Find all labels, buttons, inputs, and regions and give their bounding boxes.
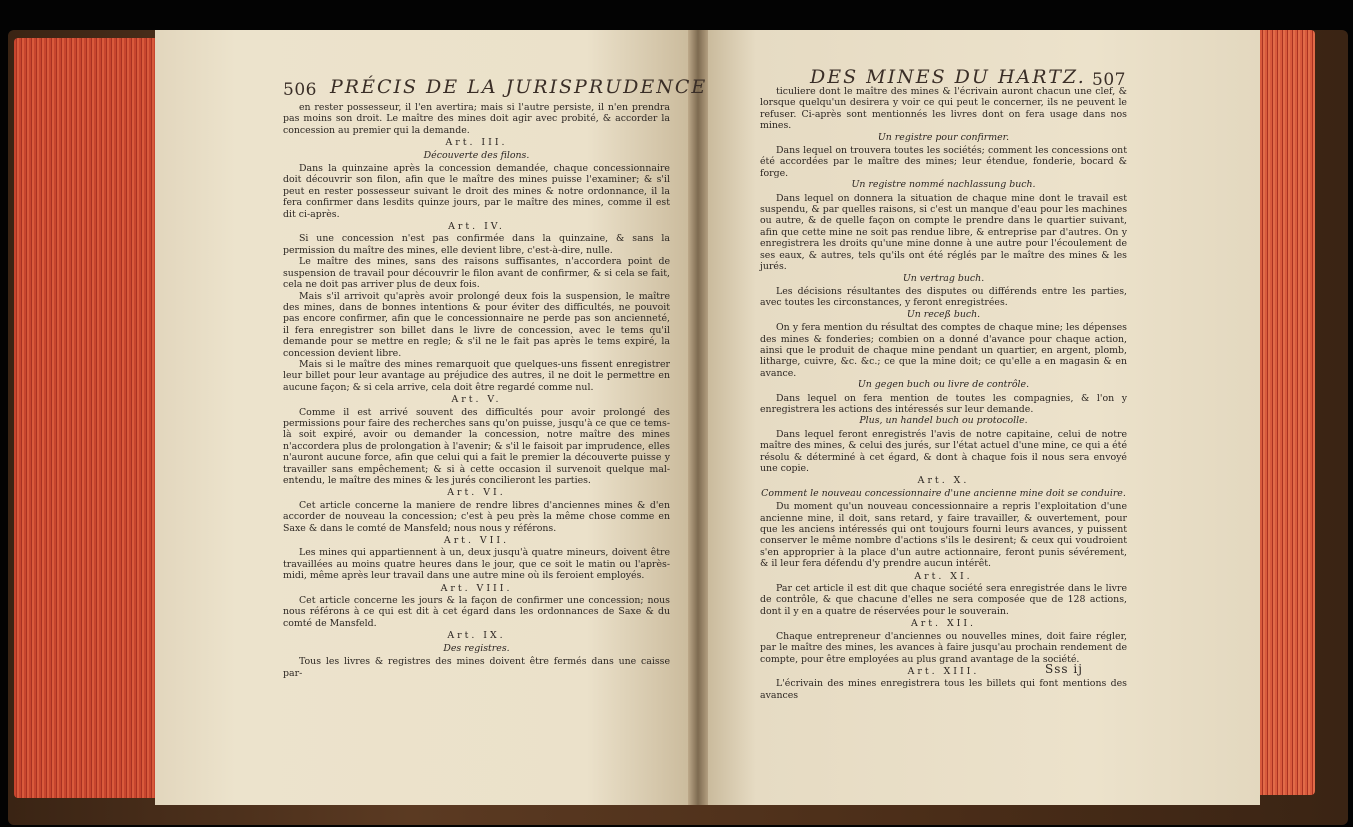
article-heading: Art. VII.	[443, 535, 510, 547]
article-heading: Art. XIII.	[907, 665, 980, 677]
left-page-number: 506	[283, 80, 317, 100]
paragraph: Les décisions résultantes des disputes ou différends entre les parties, avec toutes les circonstances, y feront enregistrées.	[760, 285, 1127, 309]
section-subtitle: Un vertrag buch.	[902, 272, 985, 284]
paragraph: Dans la quinzaine après la concession demandée, chaque concessionnaire doit découvrir son filon, afin que le maître des mines puisse l'examiner; & s'il peut en rester possesseur suivant le droit des mines & notre ordonnance, il la fera confirmer dans lesdits quinze jours, par le maître des mines, comme il est dit ci-après.	[283, 163, 670, 220]
paragraph: Le maître des mines, sans des raisons suffisantes, n'accordera point de suspension de travail pour découvrir le filon avant de confirmer, & si cela se fait, cela ne doit pas arriver plus de deux fois.	[283, 256, 670, 291]
section-subtitle: Un gegen buch ou livre de contrôle.	[857, 379, 1030, 391]
article-heading: Art. XI.	[914, 570, 973, 582]
section-subtitle: Des registres.	[443, 642, 510, 654]
section-subtitle: Plus, un handel buch ou protocolle.	[859, 415, 1028, 427]
section-subtitle: Découverte des filons.	[423, 149, 530, 161]
paragraph: Les mines qui appartiennent à un, deux jusqu'à quatre mineurs, doivent être travaillées au moins quatre heures dans le jour, que ce soit le matin ou l'après-midi, même après leur travail dans une autre mine où ils feroient employés.	[283, 547, 670, 582]
article-heading: Art. X.	[917, 475, 970, 487]
paragraph: Du moment qu'un nouveau concessionnaire a repris l'exploitation d'une ancienne mine, il doit, sans retard, y faire travailler, & ouvertement, pour que les anciens intéressés qui ont toujours fourni leurs avances, y puissent conserver le même nombre d'actions s'ils le desirent; & ceux qui voudroient s'en approprier à la place d'un autre actionnaire, feront punis sévérement, & il leur fera défendu d'y prendre aucun intérêt.	[760, 501, 1127, 570]
section-subtitle: Un registre pour confirmer.	[877, 131, 1010, 143]
paragraph: Cet article concerne les jours & la façon de confirmer une concession; nous nous référons à ce qui est dit à cet égard dans les ordonnances de Saxe & du comté de Mansfeld.	[283, 595, 670, 629]
paragraph: On y fera mention du résultat des comptes de chaque mine; les dépenses des mines & fonderies; combien on a donné d'avance pour chaque action, ainsi que le produit de chaque mine pendant un quartier, en argent, plomb, litharge, cuivre, &c. &c.; ce que la mine doit; ce qu'elle a en magasin & en avance.	[760, 322, 1127, 379]
article-heading: Art. IX.	[447, 630, 506, 642]
paragraph: en rester possesseur, il l'en avertira; mais si l'autre persiste, il n'en prendra pas moins son droit. Le maître des mines doit agir avec probité, & accorder la concession au premier qui la demande.	[283, 102, 670, 136]
paragraph: Dans lequel feront enregistrés l'avis de notre capitaine, celui de notre maître des mines, & celui des jurés, sur l'état actuel d'une mine, ce qui a été résolu & déterminé à cet égard, & dont à chaque fois il nous sera envoyé une copie.	[760, 428, 1127, 474]
article-heading: Art. XII.	[910, 618, 977, 630]
article-heading: Art. VIII.	[440, 582, 513, 594]
article-heading: Art. VI.	[447, 487, 506, 499]
paragraph: Cet article concerne la maniere de rendre libres d'anciennes mines & d'en accorder de nouveau la concession; c'est à peu près la même chose comme en Saxe & dans le comté de Mansfeld; nous nous y référons.	[283, 499, 670, 534]
book-gutter	[688, 30, 708, 805]
article-heading: Art. V.	[451, 394, 502, 406]
section-subtitle: Un receß buch.	[906, 308, 981, 320]
paragraph: Chaque entrepreneur d'anciennes ou nouvelles mines, doit faire régler, par le maître des mines, les avances à faire jusqu'au prochain rendement de compte, pour être employées au plus grand avantage de la société.	[760, 630, 1127, 665]
paragraph: Si une concession n'est pas confirmée dans la quinzaine, & sans la permission du maître des mines, elle devient libre, c'est-à-dire, nulle.	[283, 233, 670, 256]
paragraph: Dans lequel on fera mention de toutes les compagnies, & l'on y enregistrera les actions des intéressés sur leur demande.	[760, 392, 1127, 415]
paragraph: Mais si le maître des mines remarquoit que quelques-uns fissent enregistrer leur billet pour leur avantage au préjudice des autres, il ne doit le permettre en aucune façon; & si cela arrive, cela doit être regardé comme nul.	[283, 358, 670, 393]
left-text-column	[283, 102, 670, 679]
paragraph: Comme il est arrivé souvent des difficultés pour avoir prolongé des permissions pour faire des recherches sans qu'on puisse, jusqu'à ce que ce tems-là soit expiré, avoir ou demander la concession, notre maître des mines n'accordera plus de prolongation à l'avenir; & s'il le faisoit par imprudence, elles n'auront aucune force, afin que celui qui a fait le premier la découverte puisse y travailler sans empêchement; & si à cette occasion il survenoit quelque mal-entendu, le maître des mines & les jurés concilieront les parties.	[283, 406, 670, 486]
paragraph: Tous les livres & registres des mines doivent être fermés dans une caisse par-	[283, 656, 670, 679]
article-heading: Art. IV.	[448, 221, 505, 233]
paragraph: ticuliere dont le maître des mines & l'écrivain auront chacun une clef, & lorsque quelqu'un desirera y voir ce qui peut le concerner, ils ne peuvent le refuser. Ci-après sont mentionnés les livres dont on fera usage dans nos mines.	[760, 86, 1127, 132]
right-text-column	[760, 86, 1127, 701]
right-page-number: 507	[1092, 70, 1126, 90]
paragraph: L'écrivain des mines enregistrera tous les billets qui font mentions des avances	[760, 678, 1127, 701]
left-page-edges	[14, 38, 164, 798]
article-heading: Art. III.	[445, 137, 508, 149]
section-subtitle: Comment le nouveau concessionnaire d'une ancienne mine doit se conduire.	[761, 487, 1126, 499]
section-subtitle: Un registre nommé nachlassung buch.	[851, 179, 1036, 191]
paragraph: Dans lequel on donnera la situation de chaque mine dont le travail est suspendu, & par quelles raisons, si c'est un manque d'eau pour les machines ou autre, & de quelle façon on compte le prendre dans le quartier suivant, afin que cette mine ne soit pas rendue libre, & entreprise par d'autres. On y enregistrera les droits qu'une mine donne à une autre pour l'écoulement de ses eaux, & autres, tels qu'ils ont été réglés par le maître des mines & les jurés.	[760, 192, 1127, 273]
paragraph: Mais s'il arrivoit qu'après avoir prolongé deux fois la suspension, le maître des mines, dans de bonnes intentions & pour éviter des difficultés, ne pouvoit pas encore confirmer, afin que le concessionnaire ne perde pas son ancienneté, il fera enregistrer son billet dans le livre de concession, avec le tems qu'il demande pour se mettre en regle; & s'il ne le fait pas après le tems expiré, la concession devient libre.	[283, 290, 670, 359]
paragraph: Dans lequel on trouvera toutes les sociétés; comment les concessions ont été accordées par le maître des mines; leur étendue, fonderie, bocard & forge.	[760, 145, 1127, 179]
right-running-title: DES MINES DU HARTZ.	[810, 66, 1086, 88]
left-running-title: PRÉCIS DE LA JURISPRUDENCE	[330, 76, 708, 98]
paragraph: Par cet article il est dit que chaque société sera enregistrée dans le livre de contrôle, & que chacune d'elles ne sera composée que de 128 actions, dont il y en a quatre de réservées pour le souverain.	[760, 583, 1127, 617]
signature-mark: Sss ij	[1045, 662, 1083, 676]
